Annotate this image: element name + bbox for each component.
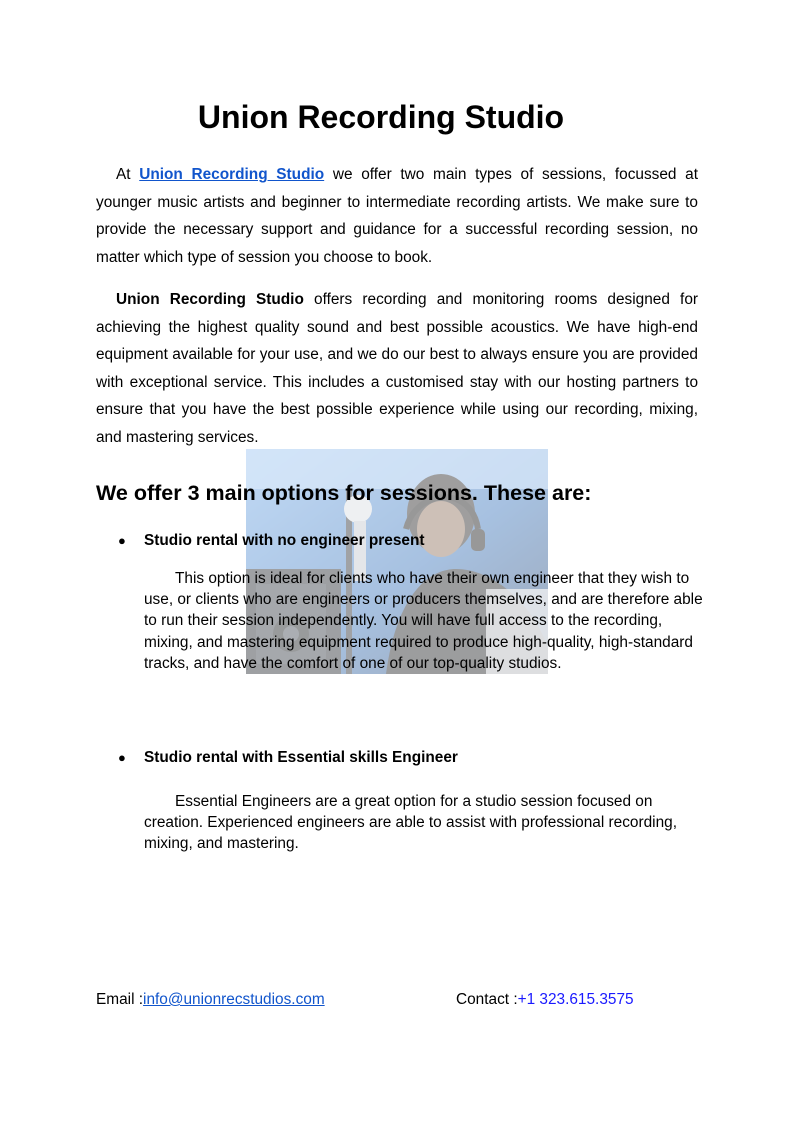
option-title-essential-engineer: Studio rental with Essential skills Engineer — [144, 749, 458, 766]
option-title-no-engineer: Studio rental with no engineer present — [144, 532, 425, 549]
intro-prefix: At — [116, 166, 140, 183]
page-title: Union Recording Studio — [197, 99, 565, 135]
option-body-essential-engineer: Essential Engineers are a great option for a studio session focused on creation. Experienced engineers are able to assist with professional recording, mixing, and mastering. — [144, 793, 677, 853]
bullet-icon: ● — [118, 750, 126, 765]
bullet-icon: ● — [118, 533, 126, 548]
footer-contact — [456, 990, 634, 1010]
about-paragraph — [96, 286, 698, 451]
footer-email — [96, 990, 325, 1010]
intro-paragraph — [96, 161, 698, 271]
contact-label: Contact : — [456, 991, 518, 1008]
email-link[interactable]: info@unionrecstudios.com — [143, 991, 325, 1008]
options-heading: We offer 3 main options for sessions. These are: — [96, 481, 592, 505]
option-body-no-engineer: This option is ideal for clients who have their own engineer that they wish to use, or clients who are engineers or producers themselves, and are therefore able to run their session independently. You will have full access to the recording, mixing, and mastering equipment required to produce high-quality, high-standard tracks, and have the comfort of one of our top-quality studios. — [144, 570, 703, 672]
studio-name-bold: Union Recording Studio — [116, 291, 304, 308]
studio-link[interactable]: Union Recording Studio — [139, 166, 325, 183]
intro-rest: we offer two main types of sessions, focussed at younger music artists and beginner to intermediate recording artists. We make sure to provide the necessary support and guidance for a successful recording session, no matter which type of session you choose to book. — [96, 166, 699, 266]
about-rest: offers recording and monitoring rooms designed for achieving the highest quality sound and best possible acoustics. We have high-end equipment available for your use, and we do our best to always ensure you are provided with exceptional service. This includes a customised stay with our hosting partners to ensure that you have the best possible experience while using our recording, mixing, and mastering services. — [96, 291, 699, 446]
email-label: Email : — [96, 991, 144, 1008]
phone-number[interactable]: +1 323.615.3575 — [517, 991, 634, 1008]
